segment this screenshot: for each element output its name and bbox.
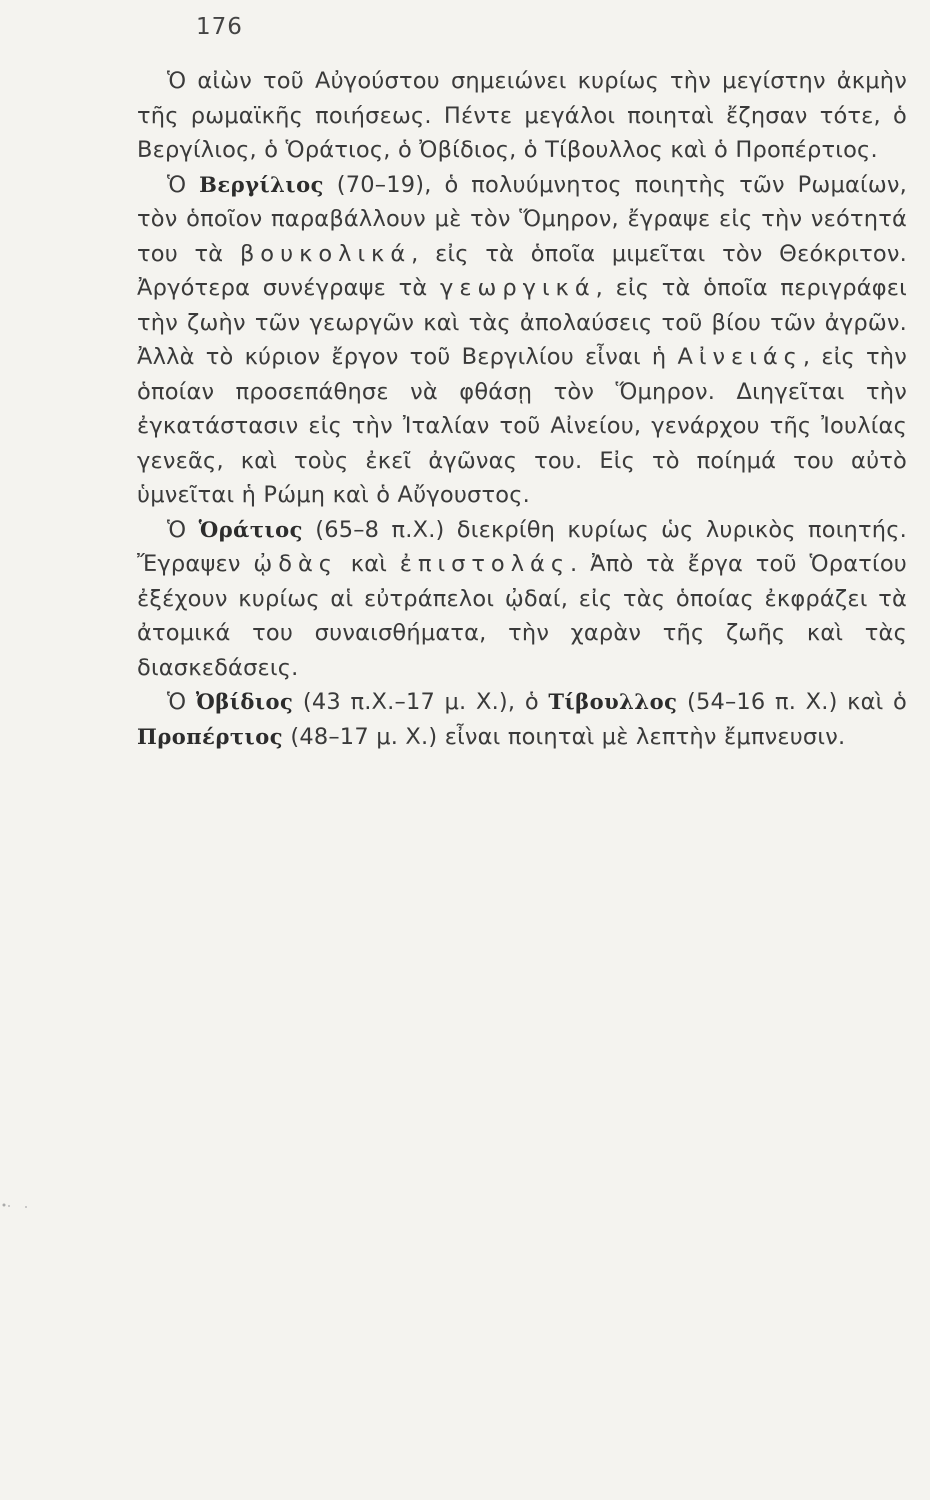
work-odes: ᾠδὰς — [253, 551, 339, 577]
paragraph-vergil-pre: Ὁ — [167, 171, 200, 198]
paragraph-intro-text: Ὁ αἰὼν τοῦ Αὐγούστου σημειώνει κυρίως τὴν μεγίστην ἀκμὴν τῆς ρωμαϊκῆς ποιήσεως. Πέντε μεγάλοι ποιηταὶ ἔζησαν τότε, ὁ Βεργίλιος, ὁ Ὁράτιος, ὁ Ὀβίδιος, ὁ Τίβουλλος καὶ ὁ Προπέρτιος. — [137, 68, 907, 163]
paragraph-vergil-text-4: , εἰς τὴν ὁποίαν προσεπάθησε νὰ φθάσῃ τὸν Ὅμηρον. Διηγεῖται τὴν ἐγκατάστασιν εἰς τὴν Ἰταλίαν τοῦ Αἰνείου, γενάρχου τῆς Ἰουλίας γενεᾶς, καὶ τοὺς ἐκεῖ ἀγῶνας του. Εἰς τὸ ποίημά του αὐτὸ ὑμνεῖται ἡ Ρώμη καὶ ὁ Αὔγουστος. — [137, 344, 907, 508]
work-epistles: ἐπιστολάς — [399, 551, 571, 577]
paragraph-horace-pre: Ὁ — [167, 516, 199, 543]
work-bucolics: βουκολικά — [239, 240, 412, 267]
paragraph-vergil-text-3: , εἰς τὰ ὁποῖα περιγράφει τὴν ζωὴν τῶν γεωργῶν καὶ τὰς ἀπολαύσεις τοῦ βίου τῶν ἀγρῶν. Ἀλλὰ τὸ κύριον ἔργον τοῦ Βεργιλίου εἶναι ἡ — [137, 275, 907, 370]
name-propertius: Προπέρτιος — [137, 723, 283, 749]
paragraph-vergil-text-1: (70–19), ὁ πολυύμνητος ποιητὴς τῶν Ρωμαίων, τὸν ὁποῖον παραβάλλουν μὲ τὸν Ὅμηρον, ἔγραψε εἰς τὴν νεότητά του τὰ — [137, 171, 907, 267]
paragraph-horace-text-1: (65–8 π.Χ.) διεκρίθη κυρίως ὡς λυρικὸς ποιητής. Ἔγραψεν — [137, 516, 907, 577]
name-horace: Ὁράτιος — [198, 516, 303, 542]
paragraph-vergil-text-2: , εἰς τὰ ὁποῖα μιμεῖται τὸν Θεόκριτον. Ἀργότερα συνέγραψε τὰ — [137, 240, 908, 301]
name-vergil: Βεργίλιος — [199, 171, 324, 197]
paragraph-vergil — [137, 168, 907, 513]
paragraph-elegists-text-3: (48–17 μ. Χ.) εἶναι ποιηταὶ μὲ λεπτὴν ἔμπνευσιν. — [283, 723, 846, 750]
work-aeneid: Αἰνειάς — [677, 344, 803, 370]
paragraph-intro — [137, 64, 907, 168]
work-georgics: γεωργικά — [440, 275, 596, 301]
name-tibullus: Τίβουλλος — [548, 689, 678, 714]
page-number: 176 — [196, 14, 243, 40]
main-text — [137, 64, 907, 754]
paragraph-elegists-text-1: (43 π.Χ.–17 μ. Χ.), ὁ — [293, 689, 549, 715]
margin-smudge-icon — [0, 1195, 30, 1215]
paragraph-horace — [137, 513, 907, 686]
paragraph-elegists-pre: Ὁ — [167, 689, 196, 715]
paragraph-elegists — [137, 685, 907, 754]
paragraph-horace-text-3: . Ἀπὸ τὰ ἔργα τοῦ Ὁρατίου ἐξέχουν κυρίως αἱ εὐτράπελοι ᾠδαί, εἰς τὰς ὁποίας ἐκφράζει τὰ ἀτομικά του συναισθήματα, τὴν χαρὰν τῆς ζωῆς καὶ τὰς διασκεδάσεις. — [137, 551, 907, 681]
paragraph-elegists-text-2: (54–16 π. Χ.) καὶ ὁ — [677, 689, 907, 715]
paragraph-horace-text-2: καὶ — [338, 551, 400, 577]
name-ovid: Ὀβίδιος — [195, 689, 294, 714]
